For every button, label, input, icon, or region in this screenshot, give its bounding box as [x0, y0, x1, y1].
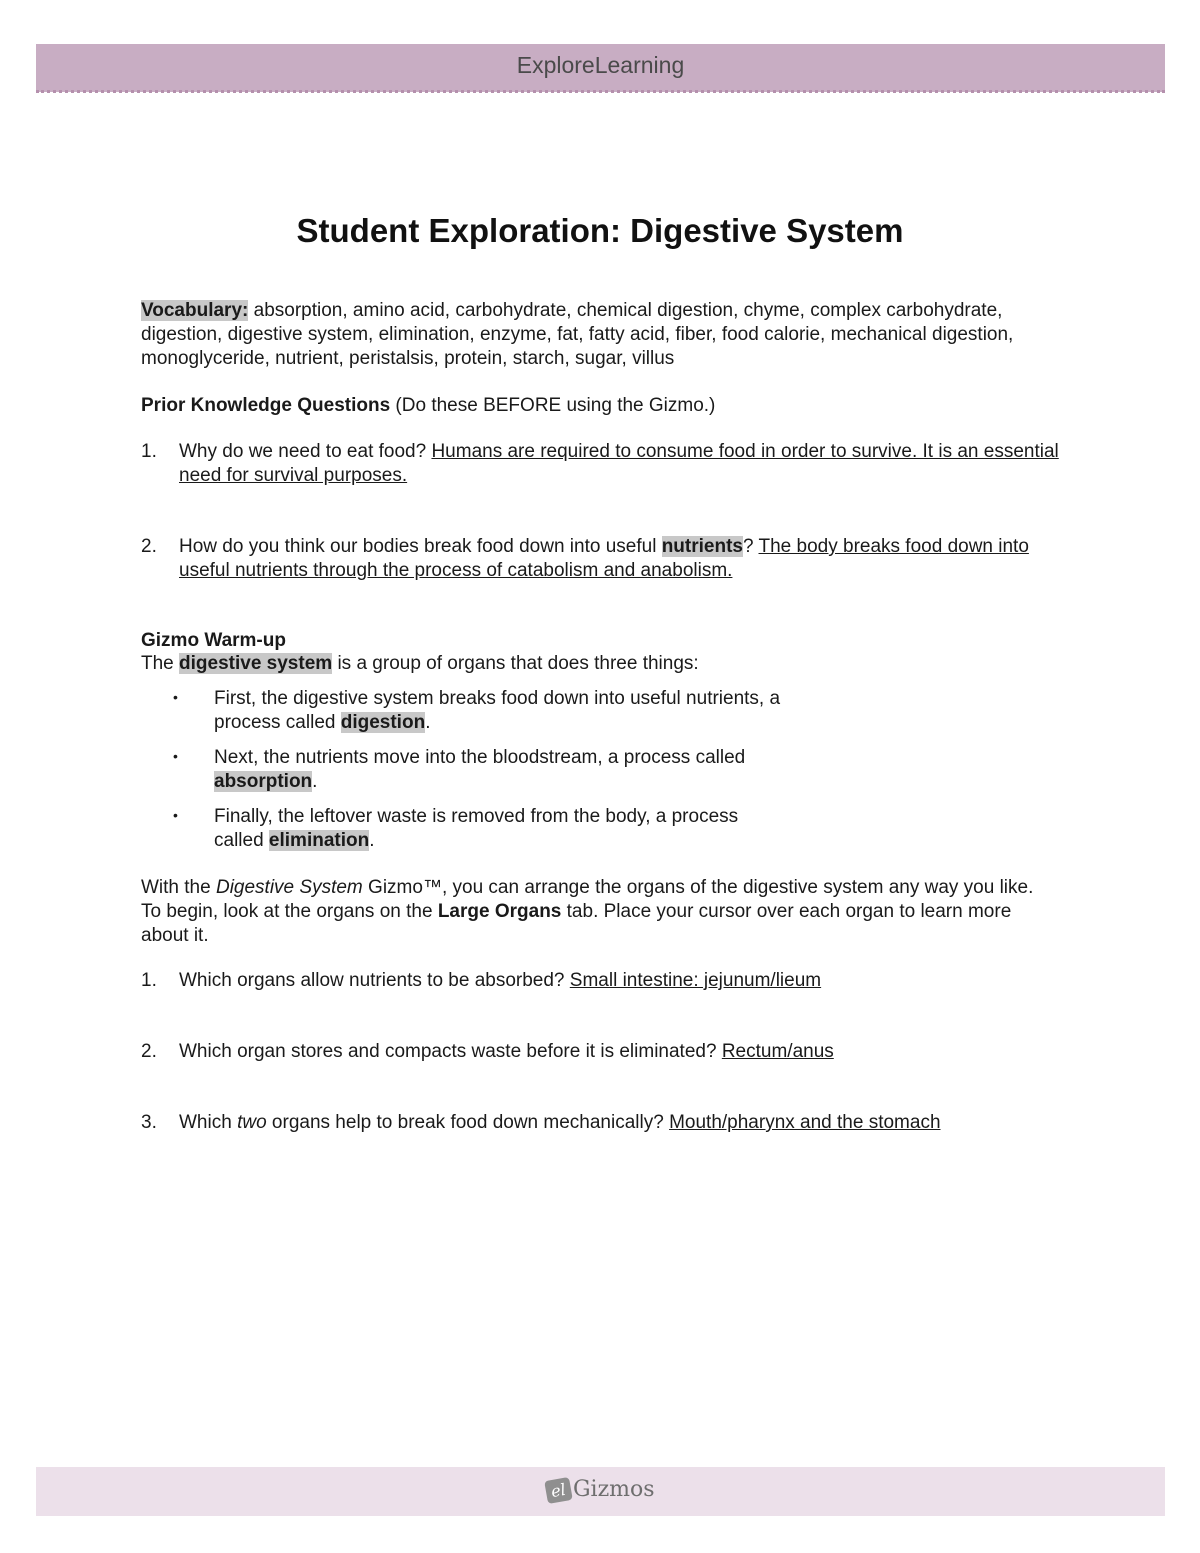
bullet-dot-icon: •: [173, 689, 178, 705]
prior-question-2: [141, 535, 1081, 583]
question-number: 1.: [141, 441, 157, 462]
question-number: 2.: [141, 536, 157, 557]
vocabulary-block: [141, 299, 1081, 371]
answer-text: Rectum/anus: [721, 1041, 834, 1062]
prior-knowledge-note: (Do these BEFORE using the Gizmo.): [390, 395, 716, 416]
large-organs-tab-ref: Large Organs: [437, 901, 562, 922]
question-number: 1.: [141, 970, 157, 991]
bullet-item: • Finally, the leftover waste is removed from the body, a process called elimination.: [173, 805, 793, 853]
answer-text: Humans are required to consume food in order to survive. It is an essential need for survival purposes.: [179, 441, 1059, 486]
footer-band: [36, 1467, 1165, 1516]
question-text-end: ?: [742, 536, 759, 557]
page-title: Student Exploration: Digestive System: [296, 212, 904, 249]
vocab-term-digestive-system: digestive system: [179, 653, 333, 674]
bullet-item: • First, the digestive system breaks food down into useful nutrients, a process called digestion.: [173, 687, 793, 735]
header-band: [36, 44, 1165, 92]
gizmos-logo: el Gizmos: [36, 1477, 1165, 1502]
warmup-question-3: 3. Which two organs help to break food down mechanically? Mouth/pharynx and the stomach: [141, 1112, 941, 1133]
question-text: Why do we need to eat food?: [179, 441, 432, 462]
prior-question-1: [141, 440, 1081, 488]
header-dotted-rule: [36, 90, 1165, 93]
warmup-question-1: [141, 969, 1081, 993]
question-text: Which organs allow nutrients to be absorbed?: [179, 970, 570, 991]
vocabulary-label: Vocabulary:: [141, 300, 249, 321]
bullet-dot-icon: •: [173, 748, 178, 764]
warmup-intro: The digestive system is a group of organs that does three things:: [141, 653, 699, 674]
el-logo-icon: el: [545, 1477, 573, 1504]
answer-text: Small intestine: jejunum/lieum: [569, 970, 822, 991]
warmup-heading: Gizmo Warm-up: [141, 630, 286, 651]
warmup-paragraph: With the Digestive System Gizmo™, you can arrange the organs of the digestive system any way you like. To begin, look at the organs on the Large Organs tab. Place your cursor over each organ to learn more about it.: [141, 877, 1034, 946]
answer-text: The body breaks food down into useful nutrients through the process of catabolism and anabolism.: [179, 536, 1029, 581]
question-text: Which organ stores and compacts waste before it is eliminated?: [179, 1041, 722, 1062]
answer-text: Mouth/pharynx and the stomach: [669, 1112, 941, 1133]
vocab-term-nutrients: nutrients: [661, 536, 743, 557]
vocabulary-list: absorption, amino acid, carbohydrate, chemical digestion, chyme, complex carbohydrate, digestion, digestive system, elimination, enzyme, fat, fatty acid, fiber, food calorie, mechanical digestion, monoglyceride, nutrient, peristalsis, protein, starch, sugar, villus: [141, 300, 1014, 369]
vocab-term-digestion: digestion: [340, 712, 426, 733]
vocab-term-absorption: absorption: [214, 771, 313, 792]
warmup-question-2: [141, 1040, 1081, 1064]
bullet-item: • Next, the nutrients move into the bloodstream, a process called absorption.: [173, 746, 793, 794]
prior-knowledge-heading: Prior Knowledge Questions: [141, 395, 391, 416]
vocab-term-elimination: elimination: [268, 830, 370, 851]
explorelearning-logo: ExploreLearning: [516, 52, 685, 78]
question-number: 2.: [141, 1041, 157, 1062]
question-text: How do you think our bodies break food down into useful: [179, 536, 662, 557]
bullet-dot-icon: •: [173, 807, 178, 823]
prior-knowledge-heading-line: [141, 394, 1081, 418]
question-number: 3.: [141, 1112, 157, 1133]
